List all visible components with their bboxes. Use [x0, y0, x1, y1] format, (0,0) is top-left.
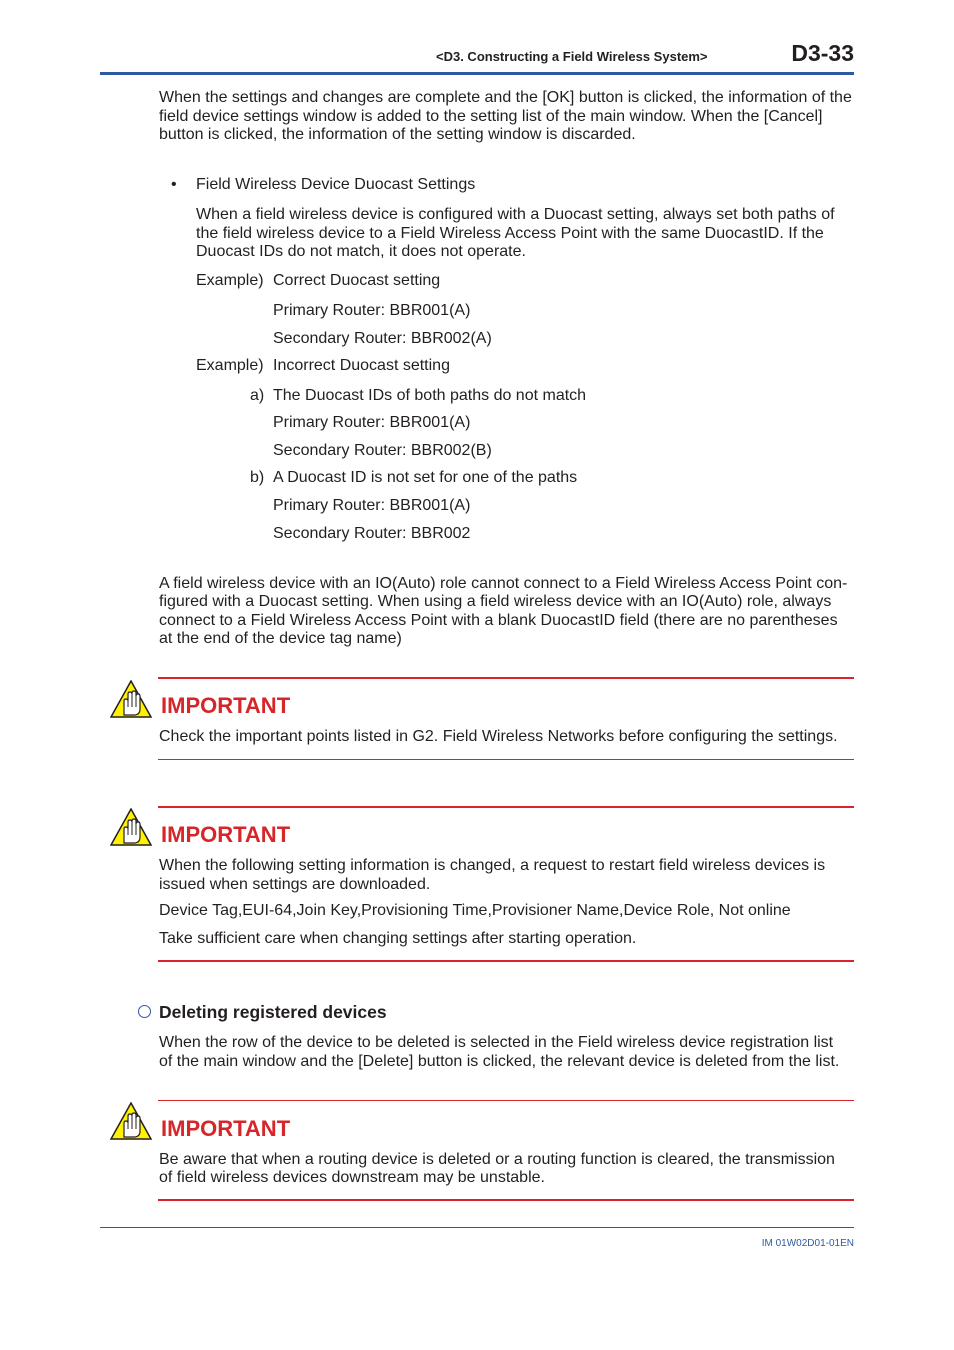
section-title: <D3. Constructing a Field Wireless System> — [436, 49, 708, 64]
intro-paragraph: When the settings and changes are complete and the [OK] button is clicked, the information of the field device settings window is added to the setting list of the main window. When the [Cancel] button is clicked, the information of the setting window is discarded. — [159, 89, 852, 143]
deleting-text: When the row of the device to be deleted is selected in the Field wireless device registration list — [159, 1034, 834, 1051]
important-bottom-rule — [158, 759, 854, 760]
correct-primary: Primary Router: BBR001(A) — [273, 302, 471, 319]
case-b-secondary: Secondary Router: BBR002 — [273, 525, 471, 542]
case-a-primary: Primary Router: BBR001(A) — [273, 414, 471, 431]
case-b-marker: b) — [250, 469, 265, 486]
caution-hand-icon — [110, 1102, 152, 1140]
settings-list: Device Tag,EUI-64,Join Key,Provisioning Time,Provisioner Name,Device Role, Not online — [159, 902, 791, 919]
io-auto-line: at the end of the device tag name) — [159, 630, 402, 647]
example-label: Example) — [196, 357, 264, 374]
important-title: IMPORTANT — [161, 822, 291, 847]
subsection-heading: Deleting registered devices — [159, 1002, 387, 1022]
example-label: Example) — [196, 272, 264, 289]
footer-rule — [100, 1227, 854, 1228]
important-text: Be aware that when a routing device is deleted or a routing function is cleared, the transmission — [159, 1151, 835, 1168]
deleting-text: of the main window and the [Delete] button is clicked, the relevant device is deleted from the list. — [159, 1053, 840, 1070]
bullet-marker: • — [171, 176, 177, 193]
caution-hand-icon — [110, 680, 152, 718]
page-number: D3-33 — [791, 40, 854, 66]
caution-hand-icon — [110, 808, 152, 846]
document-number: IM 01W02D01-01EN — [761, 1238, 854, 1249]
header-rule — [100, 72, 854, 75]
bullet-title: Field Wireless Device Duocast Settings — [196, 176, 476, 193]
io-auto-line: A field wireless device with an IO(Auto) role cannot connect to a Field Wireless Access Point con- — [159, 575, 848, 592]
important-bottom-rule — [158, 960, 854, 962]
case-b-primary: Primary Router: BBR001(A) — [273, 497, 471, 514]
io-auto-line: connect to a Field Wireless Access Point with a blank DuocastID field (there are no parentheses — [159, 612, 838, 629]
case-a-marker: a) — [250, 387, 265, 404]
important-bottom-rule — [158, 1199, 854, 1201]
important-top-rule — [158, 806, 854, 808]
important-top-rule — [158, 1100, 854, 1101]
important-text: issued when settings are downloaded. — [159, 876, 431, 893]
important-top-rule — [158, 677, 854, 679]
case-b-text: A Duocast ID is not set for one of the paths — [273, 469, 578, 486]
important-title: IMPORTANT — [161, 693, 291, 718]
important-text: of field wireless devices downstream may be unstable. — [159, 1169, 545, 1186]
important-title: IMPORTANT — [161, 1116, 291, 1141]
duocast-paragraph: When a field wireless device is configured with a Duocast setting, always set both paths of the field wireless device to a Field Wireless Access Point with the same DuocastID. If the Duocast IDs do not match, it does not operate. — [196, 206, 835, 260]
case-a-text: The Duocast IDs of both paths do not match — [273, 387, 587, 404]
important-text: Check the important points listed in G2. Field Wireless Networks before configuring the settings. — [159, 728, 838, 745]
caution-text: Take sufficient care when changing settings after starting operation. — [159, 930, 637, 947]
incorrect-title: Incorrect Duocast setting — [273, 357, 450, 374]
io-auto-line: figured with a Duocast setting. When using a field wireless device with an IO(Auto) role, always — [159, 593, 832, 610]
correct-secondary: Secondary Router: BBR002(A) — [273, 330, 492, 347]
case-a-secondary: Secondary Router: BBR002(B) — [273, 442, 492, 459]
important-text: When the following setting information is changed, a request to restart field wireless devices is — [159, 857, 826, 874]
correct-title: Correct Duocast setting — [273, 272, 441, 289]
circle-bullet-icon — [138, 1005, 151, 1018]
